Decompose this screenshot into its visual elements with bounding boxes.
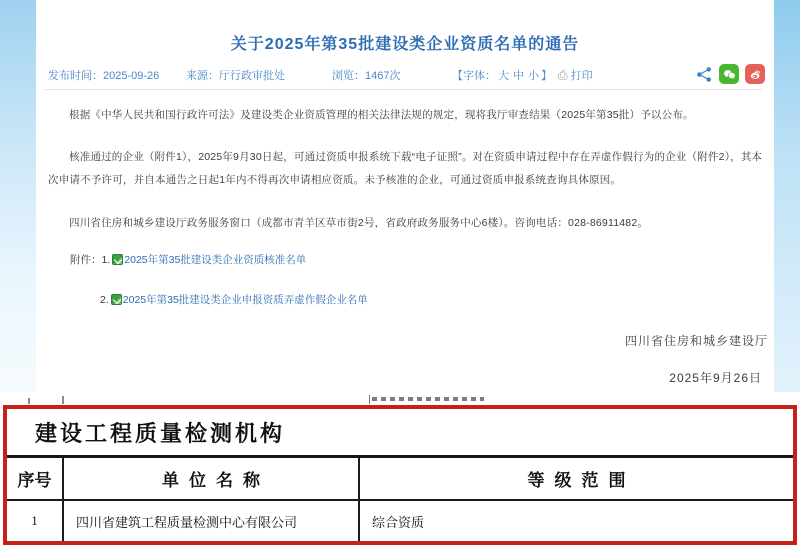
background-sky-left (0, 0, 36, 398)
share-icon[interactable] (696, 66, 713, 83)
column-header-unit-name: 单位名称 (63, 458, 359, 500)
font-size-open: 【字体： (452, 70, 496, 82)
article-paragraph: 四川省住房和城乡建设厅政务服务窗口（成都市青羊区草市街2号，省政府政务服务中心6楼）。咨询电话：028-86911482。 (69, 217, 649, 229)
excel-file-icon (111, 294, 122, 305)
print-button[interactable] (558, 67, 593, 83)
ruler-tick (62, 396, 64, 404)
printer-icon: ⎙ (558, 68, 568, 82)
view-count-label: 浏览： (332, 70, 365, 82)
wechat-share-icon[interactable] (719, 64, 739, 84)
meta-bar (36, 64, 774, 86)
view-count-value: 1467次 (365, 70, 401, 82)
weibo-share-icon[interactable] (745, 64, 765, 84)
view-count (332, 67, 400, 83)
publish-time (48, 67, 159, 83)
table-header-row (7, 458, 793, 500)
qualification-grid (7, 458, 793, 541)
print-label: 打印 (570, 70, 593, 82)
cell-grade-scope: 综合资质 (359, 500, 793, 541)
table-section-title: 建设工程质量检测机构 (7, 409, 793, 458)
font-size-control (452, 67, 552, 83)
column-header-grade-scope: 等级范围 (359, 458, 793, 500)
page-title: 关于2025年第35批建设类企业资质名单的通告 (230, 36, 580, 53)
cell-unit-name: 四川省建筑工程质量检测中心有限公司 (63, 500, 359, 541)
attachment-number: 2. (100, 294, 109, 306)
attachment-row-2 (100, 292, 368, 307)
qualification-table (3, 405, 797, 545)
font-size-medium-button[interactable]: 中 (513, 70, 524, 82)
source-value: 厅行政审批处 (219, 70, 285, 82)
source (186, 67, 285, 83)
publish-time-value: 2025-09-26 (103, 70, 160, 82)
document-table-section (0, 392, 800, 554)
signature-organization: 四川省住房和城乡建设厅 (624, 334, 768, 348)
cropped-row-fragment (372, 397, 484, 401)
attachments-label: 附件： (70, 254, 102, 266)
column-header-index: 序号 (7, 458, 63, 500)
table-row (7, 500, 793, 541)
article-paragraph: 核准通过的企业（附件1），2025年9月30日起，可通过资质申报系统下载“电子证照”。对在资质申请过程中存在弄虚作假行为的企业（附件2），其本次申请不予许可，并自本通告之日起1年内不得再次申请相应资质。未予核准的企业，可通过资质申报系统查询具体原因。 (48, 151, 763, 186)
ruler-tick (28, 398, 30, 404)
font-size-close: 】 (541, 70, 552, 82)
article-paragraph: 根据《中华人民共和国行政许可法》及建设类企业资质管理的相关法律法规的规定，现将我厅审查结果（2025年第35批）予以公布。 (69, 109, 694, 121)
attachment-link-approved-list[interactable]: 2025年第35批建设类企业资质核准名单 (124, 254, 307, 266)
font-size-large-button[interactable]: 大 (498, 70, 509, 82)
publish-time-label: 发布时间： (48, 70, 103, 82)
signature-date: 2025年9月26日 (669, 371, 762, 385)
source-label: 来源： (186, 70, 219, 82)
font-size-small-button[interactable]: 小 (528, 70, 539, 82)
attachment-number: 1. (101, 254, 111, 266)
cropped-row-fragment (369, 395, 370, 404)
excel-file-icon (112, 254, 123, 265)
cell-index: 1 (7, 500, 63, 541)
attachment-link-fraud-list[interactable]: 2025年第35批建设类企业申报资质弄虚作假企业名单 (122, 294, 368, 306)
share-bar (696, 64, 765, 84)
attachment-row-1 (70, 252, 306, 267)
background-sky-right (774, 0, 800, 398)
meta-divider (45, 89, 762, 90)
